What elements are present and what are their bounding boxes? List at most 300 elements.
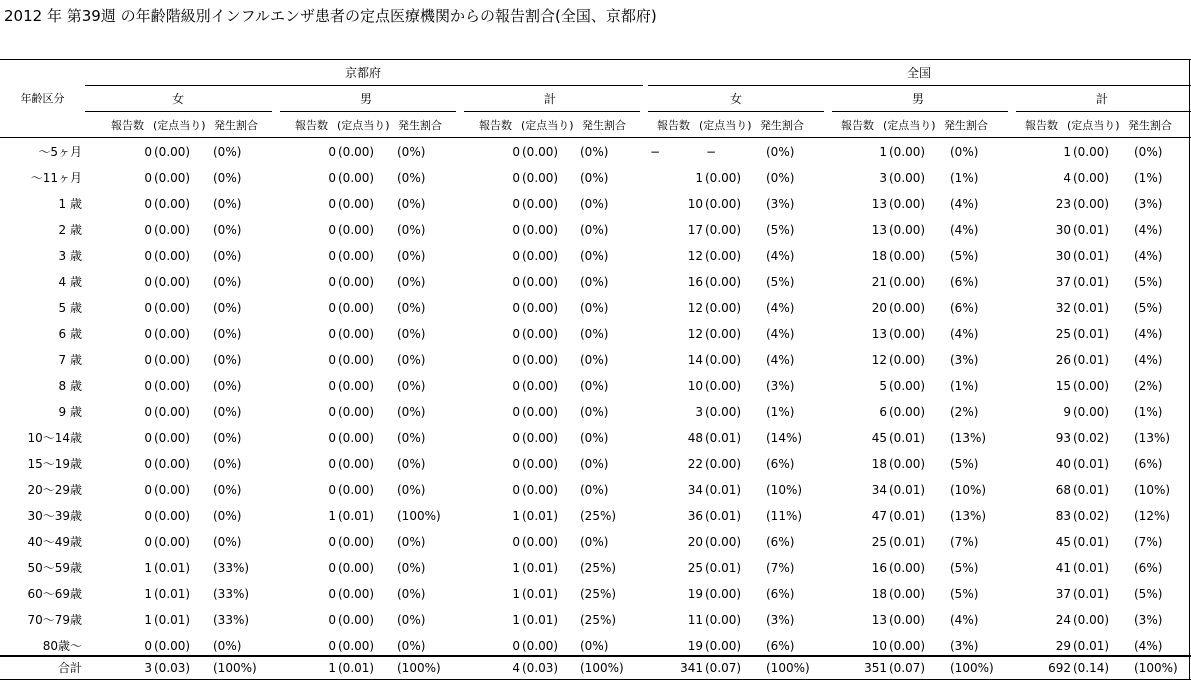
sex-underline [648, 111, 824, 112]
cell-count: 0 [144, 145, 152, 159]
cell-rate: (0%) [213, 145, 242, 159]
cell-count: 11 [687, 613, 703, 627]
sex-underline [280, 111, 456, 112]
cell-rate: (5%) [950, 249, 979, 263]
cell-rate: (3%) [766, 197, 795, 211]
cell-count: 47 [871, 509, 887, 523]
cell-per-point: (0.00) [154, 249, 191, 263]
cell-count: 0 [328, 327, 336, 341]
table-row-label: 〜5ヶ月 [38, 145, 82, 159]
cell-per-point: (0.00) [889, 301, 926, 315]
cell-per-point: (0.01) [522, 561, 559, 575]
cell-per-point: (0.00) [705, 639, 742, 653]
cell-rate: (0%) [580, 535, 609, 549]
sex-header: 女 [729, 92, 742, 106]
cell-count: 351 [864, 661, 887, 675]
cell-rate: (13%) [1134, 431, 1171, 445]
cell-count: 1 [328, 661, 336, 675]
cell-per-point: (0.00) [1073, 197, 1110, 211]
cell-per-point: (0.00) [705, 457, 742, 471]
cell-count: 0 [512, 405, 520, 419]
cell-count: 37 [1055, 275, 1071, 289]
cell-rate: (4%) [1134, 223, 1163, 237]
cell-count: 0 [144, 171, 152, 185]
cell-rate: (0%) [580, 431, 609, 445]
cell-rate: (4%) [950, 613, 979, 627]
cell-per-point: (0.02) [1073, 431, 1110, 445]
table-row-label: 10〜14歳 [27, 431, 82, 445]
cell-rate: (0%) [766, 171, 795, 185]
cell-rate: (100%) [766, 661, 810, 675]
cell-rate: (4%) [766, 249, 795, 263]
table-row-label: 4 歳 [58, 275, 82, 289]
cell-count: 0 [512, 353, 520, 367]
cell-rate: (33%) [213, 587, 250, 601]
cell-per-point: (0.01) [1073, 535, 1110, 549]
cell-per-point: (0.00) [338, 275, 375, 289]
cell-count: 13 [871, 197, 887, 211]
cell-per-point: (0.00) [154, 639, 191, 653]
cell-count: 12 [687, 327, 703, 341]
cell-per-point: (0.01) [705, 431, 742, 445]
subheader-reports: 報告数 [1025, 119, 1058, 132]
cell-per-point: (0.01) [154, 587, 191, 601]
cell-per-point: (0.00) [154, 457, 191, 471]
cell-per-point: (0.00) [338, 587, 375, 601]
cell-rate: (7%) [950, 535, 979, 549]
cell-rate: (0%) [213, 405, 242, 419]
cell-rate: (1%) [950, 171, 979, 185]
cell-count: 30 [1055, 249, 1071, 263]
cell-per-point: (0.00) [338, 483, 375, 497]
cell-rate: (4%) [1134, 327, 1163, 341]
table-row-label: 5 歳 [58, 301, 82, 315]
cell-rate: (0%) [580, 171, 609, 185]
cell-per-point: (0.01) [1073, 275, 1110, 289]
subheader-rate: 発生割合 [1128, 119, 1172, 132]
cell-rate: (25%) [580, 613, 617, 627]
cell-per-point: (0.00) [705, 197, 742, 211]
cell-rate: (4%) [950, 197, 979, 211]
cell-rate: (1%) [1134, 405, 1163, 419]
cell-per-point: (0.00) [338, 431, 375, 445]
cell-per-point: (0.01) [705, 509, 742, 523]
cell-rate: (0%) [213, 431, 242, 445]
cell-count: 0 [512, 379, 520, 393]
cell-count: 10 [687, 379, 703, 393]
cell-per-point: (0.01) [889, 509, 926, 523]
cell-per-point: (0.03) [522, 661, 559, 675]
cell-per-point: (0.00) [522, 223, 559, 237]
cell-per-point: (0.00) [338, 197, 375, 211]
cell-count: 0 [328, 561, 336, 575]
cell-count: 13 [871, 327, 887, 341]
cell-rate: (11%) [766, 509, 803, 523]
cell-per-point: (0.01) [705, 483, 742, 497]
cell-rate: (6%) [1134, 457, 1163, 471]
cell-per-point: (0.00) [705, 587, 742, 601]
cell-rate: (0%) [950, 145, 979, 159]
cell-rate: (0%) [397, 561, 426, 575]
cell-rate: (0%) [397, 145, 426, 159]
cell-per-point: (0.00) [705, 223, 742, 237]
cell-rate: (1%) [1134, 171, 1163, 185]
cell-per-point: (0.00) [705, 327, 742, 341]
subheader-rate: 発生割合 [582, 119, 626, 132]
cell-count: 5 [879, 379, 887, 393]
table-row-label: 20〜29歳 [27, 483, 82, 497]
cell-rate: (6%) [766, 535, 795, 549]
cell-count: 45 [871, 431, 887, 445]
cell-count: 0 [144, 249, 152, 263]
cell-rate: (6%) [766, 587, 795, 601]
cell-count: 93 [1055, 431, 1071, 445]
cell-count: 1 [512, 561, 520, 575]
cell-count: 1 [328, 509, 336, 523]
cell-rate: (0%) [397, 275, 426, 289]
subheader-per-point: (定点当り) [521, 119, 574, 132]
cell-per-point: (0.00) [889, 353, 926, 367]
cell-count: 10 [687, 197, 703, 211]
cell-rate: (0%) [213, 379, 242, 393]
cell-per-point: (0.00) [154, 379, 191, 393]
cell-rate: (0%) [397, 535, 426, 549]
subheader-reports: 報告数 [111, 119, 144, 132]
cell-count: 15 [1055, 379, 1071, 393]
cell-count: 25 [1055, 327, 1071, 341]
cell-count: 29 [1055, 639, 1071, 653]
cell-rate: (3%) [950, 353, 979, 367]
cell-count: 41 [1055, 561, 1071, 575]
cell-per-point: (0.00) [889, 587, 926, 601]
cell-per-point: (0.00) [154, 171, 191, 185]
cell-rate: (6%) [766, 639, 795, 653]
cell-per-point: (0.00) [705, 301, 742, 315]
cell-per-point: (0.01) [338, 661, 375, 675]
cell-count: 0 [144, 327, 152, 341]
cell-rate: (0%) [213, 275, 242, 289]
cell-count: 40 [1055, 457, 1071, 471]
table-bottom-rule [0, 679, 1191, 680]
cell-count: 18 [871, 587, 887, 601]
cell-rate: (3%) [1134, 613, 1163, 627]
cell-count: 0 [512, 145, 520, 159]
cell-rate: (0%) [580, 275, 609, 289]
sex-header: 計 [1095, 92, 1108, 106]
subheader-reports: 報告数 [295, 119, 328, 132]
cell-rate: (1%) [950, 379, 979, 393]
cell-count: 0 [512, 197, 520, 211]
cell-count: 0 [328, 275, 336, 289]
subheader-reports: 報告数 [841, 119, 874, 132]
cell-rate: (0%) [397, 639, 426, 653]
table-row-label: 8 歳 [58, 379, 82, 393]
cell-per-point: (0.01) [1073, 327, 1110, 341]
cell-per-point: (0.00) [889, 561, 926, 575]
cell-per-point: (0.00) [522, 249, 559, 263]
cell-count: 4 [512, 661, 520, 675]
cell-per-point: − [706, 145, 717, 159]
cell-per-point: (0.01) [1073, 223, 1110, 237]
cell-count: 0 [512, 431, 520, 445]
cell-rate: (13%) [950, 431, 987, 445]
cell-per-point: (0.00) [154, 431, 191, 445]
cell-per-point: (0.00) [338, 223, 375, 237]
subheader-reports: 報告数 [657, 119, 690, 132]
cell-rate: (0%) [397, 223, 426, 237]
cell-count: 0 [512, 535, 520, 549]
cell-per-point: (0.00) [522, 379, 559, 393]
cell-per-point: (0.00) [522, 431, 559, 445]
cell-count: 0 [144, 223, 152, 237]
cell-per-point: (0.00) [889, 171, 926, 185]
cell-per-point: (0.00) [338, 301, 375, 315]
cell-count: 18 [871, 457, 887, 471]
subheader-per-point: (定点当り) [153, 119, 206, 132]
cell-per-point: (0.00) [705, 275, 742, 289]
cell-count: 0 [328, 639, 336, 653]
cell-count: 16 [687, 275, 703, 289]
cell-rate: (25%) [580, 509, 617, 523]
cell-rate: (0%) [213, 639, 242, 653]
cell-per-point: (0.00) [154, 223, 191, 237]
cell-rate: (4%) [950, 223, 979, 237]
cell-count: 23 [1055, 197, 1071, 211]
table-row-label: 1 歳 [58, 197, 82, 211]
cell-per-point: (0.00) [338, 613, 375, 627]
cell-count: 0 [144, 431, 152, 445]
cell-count: 1 [879, 145, 887, 159]
cell-rate: (0%) [580, 145, 609, 159]
cell-rate: (0%) [213, 223, 242, 237]
cell-count: 0 [512, 301, 520, 315]
cell-rate: (100%) [397, 661, 441, 675]
cell-rate: (100%) [213, 661, 257, 675]
cell-per-point: (0.01) [1073, 587, 1110, 601]
cell-rate: (13%) [950, 509, 987, 523]
cell-per-point: (0.00) [889, 145, 926, 159]
cell-rate: (5%) [950, 587, 979, 601]
cell-rate: (0%) [213, 457, 242, 471]
table-row-label: 6 歳 [58, 327, 82, 341]
sex-header: 男 [911, 92, 924, 106]
cell-rate: (0%) [397, 327, 426, 341]
cell-count: 13 [871, 613, 887, 627]
cell-rate: (6%) [1134, 561, 1163, 575]
cell-count: 0 [328, 171, 336, 185]
cell-rate: (10%) [1134, 483, 1171, 497]
cell-rate: (4%) [766, 301, 795, 315]
cell-count: 1 [512, 509, 520, 523]
cell-rate: (0%) [213, 535, 242, 549]
cell-count: 21 [871, 275, 887, 289]
cell-rate: (0%) [397, 197, 426, 211]
cell-per-point: (0.00) [154, 535, 191, 549]
cell-per-point: (0.01) [1073, 639, 1110, 653]
cell-count: 1 [695, 171, 703, 185]
cell-count: 9 [1063, 405, 1071, 419]
cell-per-point: (0.00) [522, 535, 559, 549]
table-row-label: 9 歳 [58, 405, 82, 419]
cell-count: 0 [144, 509, 152, 523]
cell-per-point: (0.01) [1073, 353, 1110, 367]
cell-count: 25 [871, 535, 887, 549]
cell-per-point: (0.00) [522, 457, 559, 471]
table-row-label: 80歳〜 [42, 639, 82, 653]
cell-rate: (3%) [950, 639, 979, 653]
cell-per-point: (0.00) [338, 405, 375, 419]
cell-count: 0 [328, 379, 336, 393]
table-row-label: 30〜39歳 [27, 509, 82, 523]
sex-underline [832, 111, 1008, 112]
cell-count: 1 [1063, 145, 1071, 159]
cell-rate: (0%) [580, 379, 609, 393]
cell-per-point: (0.01) [1073, 483, 1110, 497]
cell-rate: (12%) [1134, 509, 1171, 523]
cell-per-point: (0.00) [1073, 171, 1110, 185]
cell-per-point: (0.03) [154, 661, 191, 675]
cell-per-point: (0.00) [154, 301, 191, 315]
cell-per-point: (0.01) [522, 587, 559, 601]
cell-count: 30 [1055, 223, 1071, 237]
subheader-rate: 発生割合 [760, 119, 804, 132]
cell-count: 17 [687, 223, 703, 237]
cell-count: 10 [871, 639, 887, 653]
cell-per-point: (0.00) [889, 327, 926, 341]
cell-rate: (100%) [950, 661, 994, 675]
cell-rate: (2%) [1134, 379, 1163, 393]
cell-per-point: (0.00) [522, 171, 559, 185]
cell-rate: (3%) [766, 379, 795, 393]
cell-count: 12 [687, 249, 703, 263]
cell-rate: (10%) [766, 483, 803, 497]
region-header: 京都府 [344, 66, 381, 80]
subheader-per-point: (定点当り) [337, 119, 390, 132]
cell-count: 1 [144, 561, 152, 575]
cell-count: 6 [879, 405, 887, 419]
cell-rate: (0%) [213, 249, 242, 263]
cell-rate: (0%) [580, 639, 609, 653]
cell-rate: (100%) [1134, 661, 1178, 675]
cell-count: 0 [512, 639, 520, 653]
cell-count: 18 [871, 249, 887, 263]
cell-count: 0 [144, 639, 152, 653]
table-row-label: 7 歳 [58, 353, 82, 367]
cell-rate: (4%) [950, 327, 979, 341]
cell-count: 0 [512, 223, 520, 237]
cell-per-point: (0.01) [522, 613, 559, 627]
cell-count: 12 [871, 353, 887, 367]
cell-rate: (0%) [397, 431, 426, 445]
cell-rate: (7%) [1134, 535, 1163, 549]
cell-rate: (0%) [580, 457, 609, 471]
cell-rate: (0%) [213, 353, 242, 367]
cell-rate: (7%) [766, 561, 795, 575]
cell-rate: (0%) [580, 483, 609, 497]
cell-rate: (5%) [1134, 301, 1163, 315]
sex-header: 男 [359, 92, 372, 106]
cell-count: 0 [328, 353, 336, 367]
cell-per-point: (0.01) [338, 509, 375, 523]
cell-rate: (0%) [766, 145, 795, 159]
cell-count: 0 [328, 613, 336, 627]
cell-rate: (0%) [580, 197, 609, 211]
cell-per-point: (0.00) [338, 145, 375, 159]
cell-count: 0 [512, 275, 520, 289]
cell-rate: (0%) [213, 197, 242, 211]
cell-count: 32 [1055, 301, 1071, 315]
cell-rate: (0%) [397, 483, 426, 497]
cell-count: 0 [512, 171, 520, 185]
cell-per-point: (0.01) [522, 509, 559, 523]
cell-count: 0 [144, 405, 152, 419]
cell-per-point: (0.00) [154, 483, 191, 497]
cell-rate: (25%) [580, 561, 617, 575]
row-header: 年齢区分 [20, 92, 65, 105]
page-title: 2012 年 第39週 の年齢階級別インフルエンザ患者の定点医療機関からの報告割合(全国、京都府) [4, 7, 657, 25]
cell-per-point: (0.00) [522, 353, 559, 367]
cell-count: 26 [1055, 353, 1071, 367]
table-right-edge [1189, 59, 1190, 679]
cell-count: 0 [144, 379, 152, 393]
table-row-label: 60〜69歳 [27, 587, 82, 601]
cell-count: 0 [328, 587, 336, 601]
cell-count: 0 [328, 223, 336, 237]
table-row-label: 15〜19歳 [27, 457, 82, 471]
sex-underline [85, 111, 272, 112]
cell-count: 34 [871, 483, 887, 497]
sex-header: 計 [543, 92, 556, 106]
cell-per-point: (0.00) [522, 275, 559, 289]
cell-per-point: (0.00) [889, 613, 926, 627]
cell-per-point: (0.00) [1073, 405, 1110, 419]
cell-per-point: (0.00) [1073, 145, 1110, 159]
cell-count: 3 [144, 661, 152, 675]
cell-count: 0 [328, 197, 336, 211]
cell-rate: (33%) [213, 613, 250, 627]
cell-rate: (3%) [1134, 197, 1163, 211]
cell-per-point: (0.01) [1073, 561, 1110, 575]
total-separator-rule [0, 655, 1191, 657]
subheader-per-point: (定点当り) [883, 119, 936, 132]
cell-rate: (0%) [580, 327, 609, 341]
cell-count: 0 [512, 483, 520, 497]
cell-count: 0 [144, 275, 152, 289]
cell-count: 341 [680, 661, 703, 675]
cell-per-point: (0.00) [889, 405, 926, 419]
cell-rate: (0%) [213, 483, 242, 497]
cell-rate: (0%) [1134, 145, 1163, 159]
cell-per-point: (0.01) [889, 535, 926, 549]
table-row-label: 3 歳 [58, 249, 82, 263]
subheader-rate: 発生割合 [944, 119, 988, 132]
cell-count: 0 [144, 301, 152, 315]
cell-per-point: (0.07) [705, 661, 742, 675]
cell-per-point: (0.00) [154, 405, 191, 419]
cell-rate: (0%) [580, 249, 609, 263]
cell-rate: (5%) [766, 275, 795, 289]
subheader-per-point: (定点当り) [699, 119, 752, 132]
table-top-rule [0, 59, 1191, 60]
cell-per-point: (0.00) [154, 353, 191, 367]
cell-rate: (0%) [580, 301, 609, 315]
cell-rate: (0%) [397, 587, 426, 601]
cell-rate: (0%) [397, 613, 426, 627]
cell-count: 3 [695, 405, 703, 419]
cell-count: 1 [512, 613, 520, 627]
cell-count: 45 [1055, 535, 1071, 549]
cell-count: 0 [328, 483, 336, 497]
